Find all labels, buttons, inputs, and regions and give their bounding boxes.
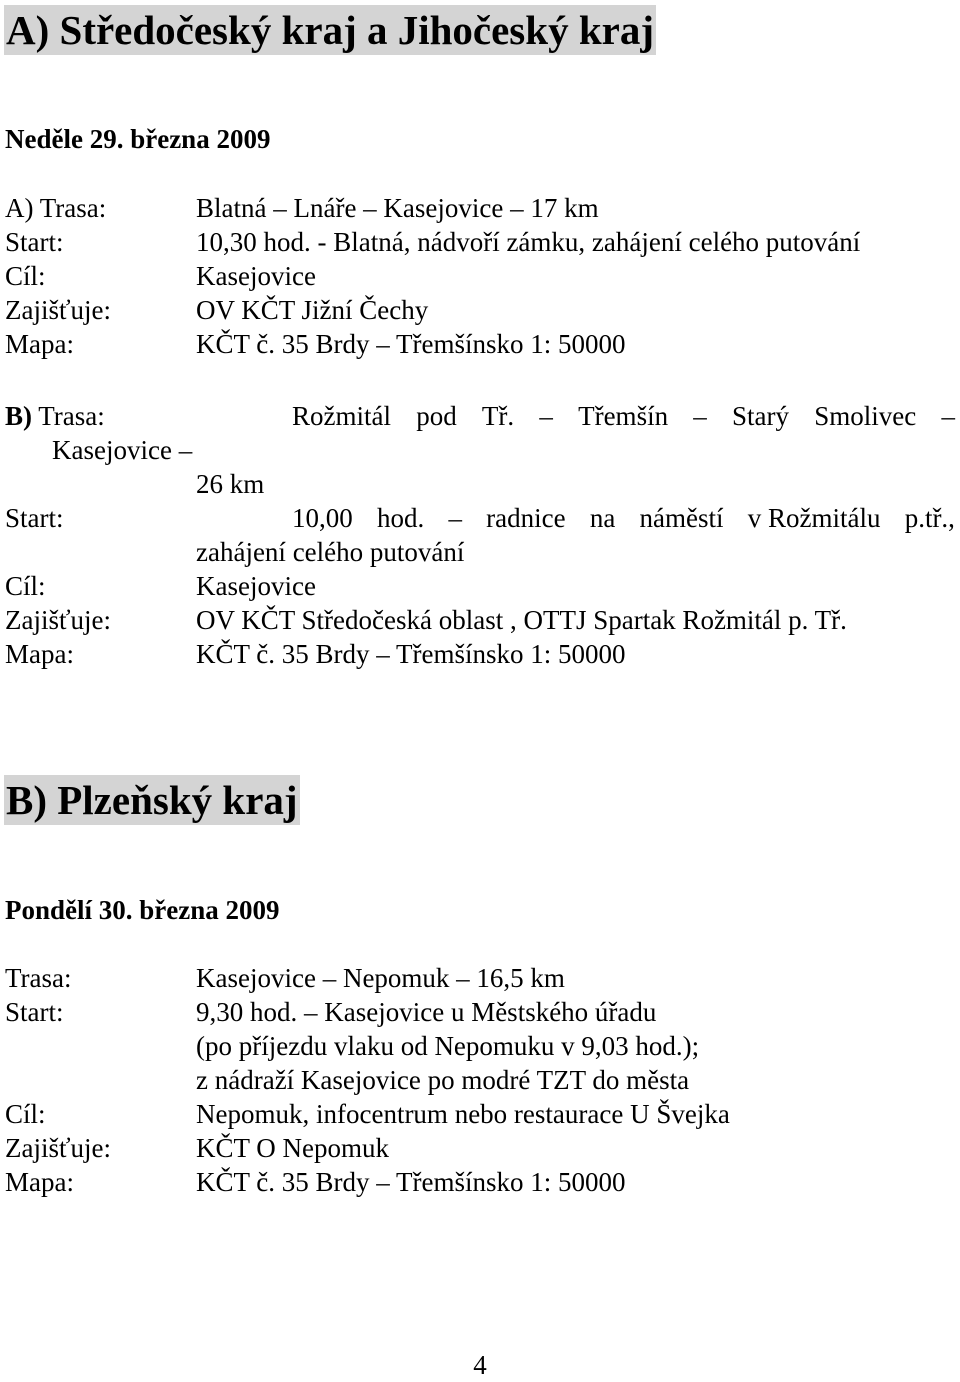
route-plzen-start-line1: 9,30 hod. – Kasejovice u Městského úřadu bbox=[196, 997, 657, 1027]
route-b-start-word: radnice bbox=[486, 503, 566, 533]
route-b-trasa-word: Starý bbox=[732, 401, 790, 431]
route-a-zajistuje-value: OV KČT Jižní Čechy bbox=[196, 295, 429, 325]
route-plzen-start-line2: (po příjezdu vlaku od Nepomuku v 9,03 hod.); bbox=[196, 1031, 700, 1061]
route-a-trasa-value: Blatná – Lnáře – Kasejovice – 17 km bbox=[196, 193, 599, 223]
route-plzen-mapa-value: KČT č. 35 Brdy – Třemšínsko 1: 50000 bbox=[196, 1167, 626, 1197]
route-b-start-label: Start: bbox=[5, 503, 64, 533]
route-b-trasa-word: Rožmitál bbox=[292, 401, 391, 431]
route-b-trasa-word: – bbox=[693, 401, 707, 431]
route-b-trasa-label bbox=[5, 399, 105, 433]
route-b-prefix: B) bbox=[5, 401, 32, 431]
route-plzen-mapa-label: Mapa: bbox=[5, 1167, 74, 1197]
page-number: 4 bbox=[473, 1350, 487, 1380]
route-b-trasa-word: Tř. bbox=[481, 401, 515, 431]
route-b-mapa-label: Mapa: bbox=[5, 639, 74, 669]
section-b-heading: B) Plzeňský kraj bbox=[6, 777, 298, 823]
route-b-start-line1 bbox=[292, 501, 955, 535]
route-a-cil-label: Cíl: bbox=[5, 261, 46, 291]
section-a-heading: A) Středočeský kraj a Jihočeský kraj bbox=[6, 7, 654, 53]
route-a-trasa-label bbox=[5, 191, 106, 225]
route-b-start-word: p.tř., bbox=[904, 503, 955, 533]
route-b-start-line2: zahájení celého putování bbox=[196, 537, 465, 567]
route-a-zajistuje-label: Zajišťuje: bbox=[5, 295, 112, 325]
route-b-start-word: náměstí bbox=[639, 503, 724, 533]
route-a-start-label: Start: bbox=[5, 227, 64, 257]
route-plzen-start-label: Start: bbox=[5, 997, 64, 1027]
route-b-zajistuje-value: OV KČT Středočeská oblast , OTTJ Spartak Rožmitál p. Tř. bbox=[196, 605, 847, 635]
route-b-trasa-line3: 26 km bbox=[196, 469, 265, 499]
route-a-mapa-value: KČT č. 35 Brdy – Třemšínsko 1: 50000 bbox=[196, 329, 626, 359]
route-plzen-cil-value: Nepomuk, infocentrum nebo restaurace U Švejka bbox=[196, 1099, 730, 1129]
route-plzen-zajistuje-label: Zajišťuje: bbox=[5, 1133, 112, 1163]
route-b-cil-value: Kasejovice bbox=[196, 571, 316, 601]
section-a-date: Neděle 29. března 2009 bbox=[5, 124, 271, 154]
route-b-mapa-value: KČT č. 35 Brdy – Třemšínsko 1: 50000 bbox=[196, 639, 626, 669]
route-b-trasa-word: Smolivec bbox=[814, 401, 917, 431]
section-b-date: Pondělí 30. března 2009 bbox=[5, 895, 280, 925]
route-b-start-word: v Rožmitálu bbox=[747, 503, 881, 533]
route-b-cil-label: Cíl: bbox=[5, 571, 46, 601]
route-plzen-trasa-value: Kasejovice – Nepomuk – 16,5 km bbox=[196, 963, 565, 993]
route-b-trasa-line1 bbox=[292, 399, 955, 433]
route-b-start-word: na bbox=[589, 503, 616, 533]
route-b-trasa-word: – bbox=[941, 401, 955, 431]
route-a-prefix: A) bbox=[5, 193, 34, 223]
route-b-trasa-label-text: Trasa: bbox=[38, 401, 105, 431]
route-b-trasa-word: – bbox=[539, 401, 553, 431]
route-a-cil-value: Kasejovice bbox=[196, 261, 316, 291]
route-b-trasa-word: pod bbox=[416, 401, 457, 431]
route-plzen-cil-label: Cíl: bbox=[5, 1099, 46, 1129]
route-plzen-zajistuje-value: KČT O Nepomuk bbox=[196, 1133, 389, 1163]
route-plzen-start-line3: z nádraží Kasejovice po modré TZT do města bbox=[196, 1065, 690, 1095]
route-b-start-word: 10,00 bbox=[292, 503, 353, 533]
route-b-zajistuje-label: Zajišťuje: bbox=[5, 605, 112, 635]
route-a-mapa-label: Mapa: bbox=[5, 329, 74, 359]
route-b-start-word: – bbox=[448, 503, 462, 533]
route-a-start-value: 10,30 hod. - Blatná, nádvoří zámku, zahájení celého putování bbox=[196, 227, 861, 257]
route-b-start-word: hod. bbox=[376, 503, 425, 533]
route-plzen-trasa-label: Trasa: bbox=[5, 963, 72, 993]
route-a-trasa-label-text: Trasa: bbox=[39, 193, 107, 223]
route-b-trasa-line2: Kasejovice – bbox=[52, 435, 193, 465]
route-b-trasa-word: Třemšín bbox=[578, 401, 669, 431]
